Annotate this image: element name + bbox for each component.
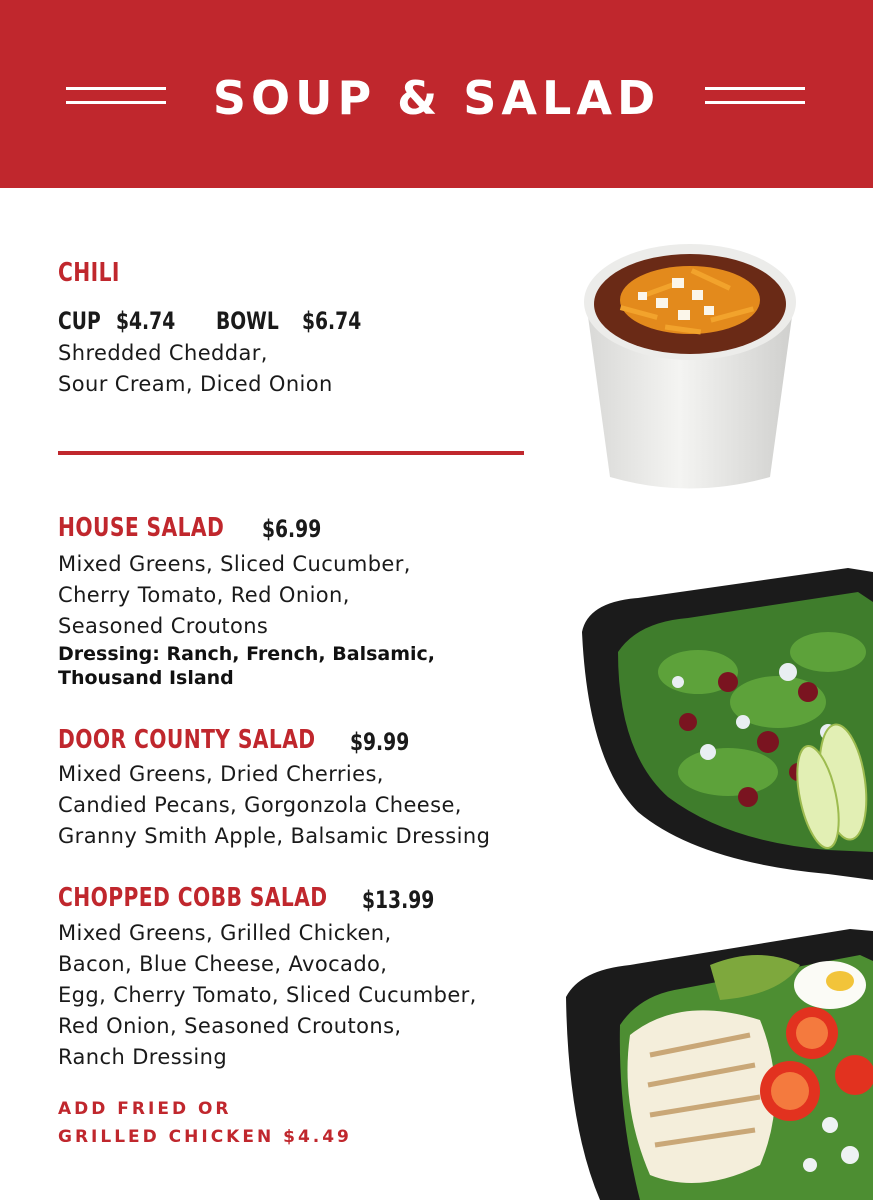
house-salad-price: $6.99 <box>262 515 322 543</box>
chili-cup-photo <box>580 232 800 494</box>
section-divider <box>58 451 524 455</box>
house-salad-desc-line-3: Seasoned Croutons <box>58 614 269 638</box>
house-salad-name: HOUSE SALAD <box>58 513 225 543</box>
cobb-salad-desc-line-4: Red Onion, Seasoned Croutons, <box>58 1014 402 1038</box>
addon-line-1: ADD FRIED OR <box>58 1099 232 1119</box>
page-title: SOUP & SALAD <box>212 71 661 125</box>
cobb-salad-name: CHOPPED COBB SALAD <box>58 883 328 913</box>
chili-cup-price: $4.74 <box>116 307 176 335</box>
chili-cup-label: CUP <box>58 307 101 335</box>
cobb-salad-desc-line-2: Bacon, Blue Cheese, Avocado, <box>58 952 388 976</box>
cobb-salad-desc-line-3: Egg, Cherry Tomato, Sliced Cucumber, <box>58 983 477 1007</box>
chili-bowl-label: BOWL <box>216 307 279 335</box>
header-rule-right <box>705 80 805 108</box>
door-county-salad-desc-line-2: Candied Pecans, Gorgonzola Cheese, <box>58 793 462 817</box>
addon-line-2: GRILLED CHICKEN $4.49 <box>58 1127 352 1147</box>
cobb-salad-photo <box>560 925 873 1200</box>
door-county-salad-desc-line-3: Granny Smith Apple, Balsamic Dressing <box>58 824 491 848</box>
house-salad-desc-line-1: Mixed Greens, Sliced Cucumber, <box>58 552 411 576</box>
menu-header <box>0 0 873 188</box>
chili-desc-line-2: Sour Cream, Diced Onion <box>58 372 333 396</box>
cobb-salad-price: $13.99 <box>362 886 435 914</box>
cobb-salad-desc-line-1: Mixed Greens, Grilled Chicken, <box>58 921 392 945</box>
door-county-salad-desc-line-1: Mixed Greens, Dried Cherries, <box>58 762 384 786</box>
chili-bowl-price: $6.74 <box>302 307 362 335</box>
cobb-salad-desc-line-5: Ranch Dressing <box>58 1045 228 1069</box>
door-county-salad-photo <box>578 562 873 880</box>
door-county-salad-price: $9.99 <box>350 728 410 756</box>
house-salad-dressing-line-1: Dressing: Ranch, French, Balsamic, <box>58 643 436 665</box>
house-salad-desc-line-2: Cherry Tomato, Red Onion, <box>58 583 350 607</box>
chili-name: CHILI <box>58 258 120 288</box>
door-county-salad-name: DOOR COUNTY SALAD <box>58 725 316 755</box>
house-salad-dressing-line-2: Thousand Island <box>58 667 234 689</box>
chili-desc-line-1: Shredded Cheddar, <box>58 341 268 365</box>
